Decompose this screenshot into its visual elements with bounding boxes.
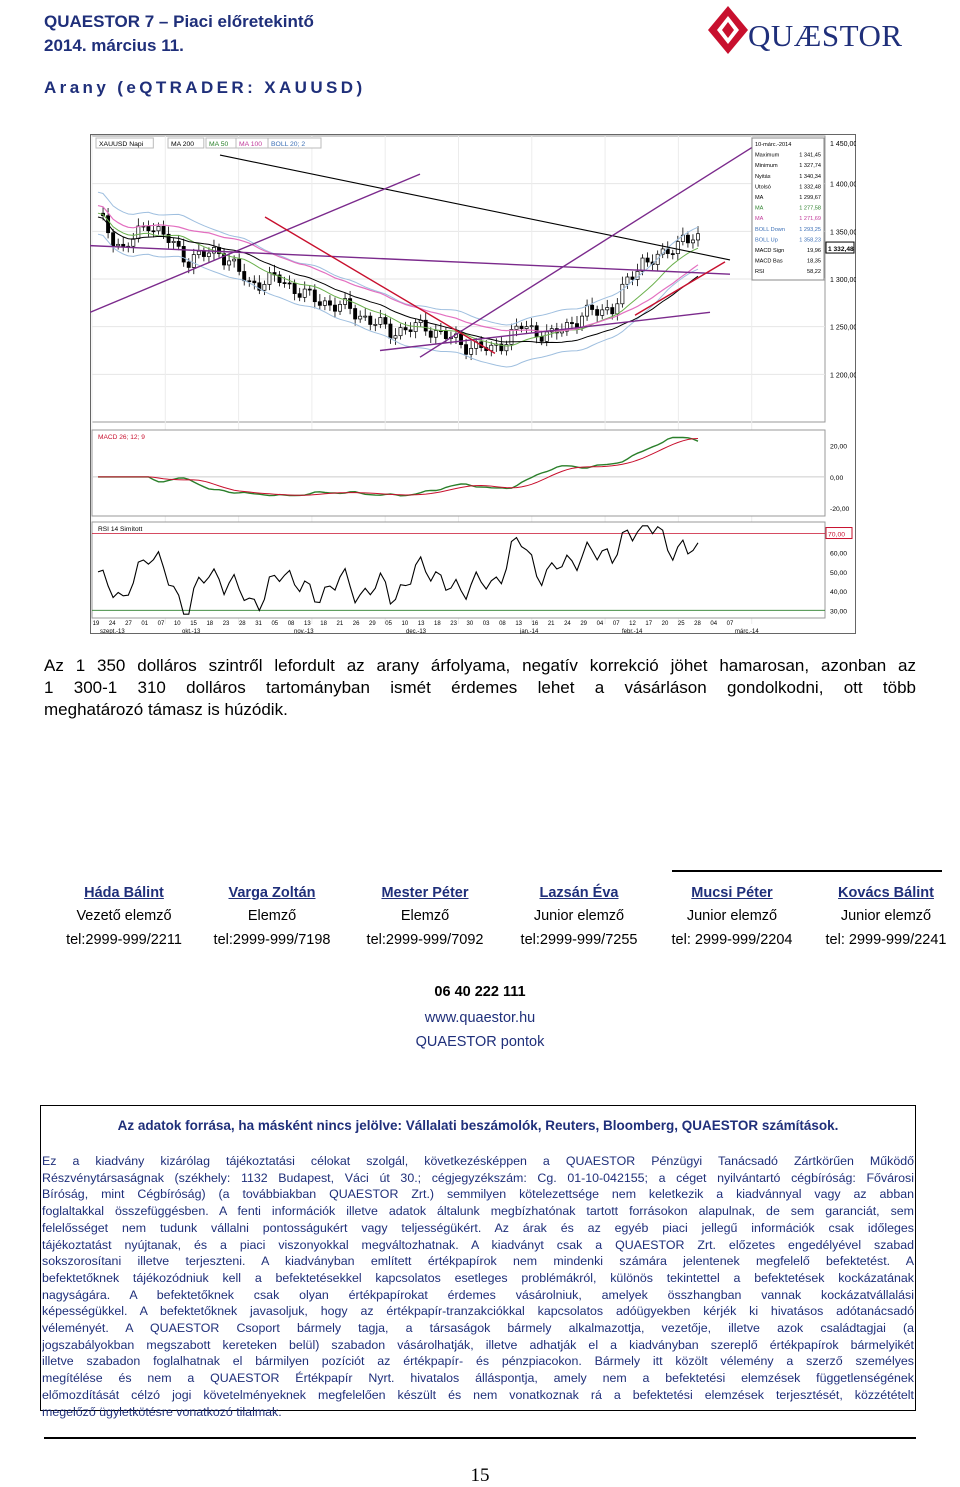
paragraph-line: meghatározó támasz is húzódik. [44, 700, 288, 719]
candle-body [409, 330, 412, 332]
price-tick-label: 1 350,00 [830, 229, 856, 237]
candle-body [202, 251, 205, 256]
candle-body [540, 337, 543, 342]
info-box-label: Utolsó [755, 184, 771, 191]
candle-body [137, 226, 140, 239]
page-number: 15 [470, 1465, 490, 1486]
candle-body [646, 258, 649, 262]
candle-body [434, 331, 437, 338]
candle-body [686, 235, 689, 243]
date-tick-label: 01 [141, 621, 149, 627]
macd-tick-label: -20,00 [830, 506, 850, 514]
info-box-value: 1 341,45 [799, 152, 821, 159]
disclaimer-line: jogszabályokban megszabott kereteken belül) szabadon vásárolhatják, illetve adhatják el a kiadványban szereplő értékpapírok bármelyikét [42, 1337, 914, 1352]
candle-body [187, 262, 190, 267]
date-tick-label: 17 [645, 621, 653, 627]
rsi-tick-label: 60,00 [830, 550, 848, 558]
candle-body [333, 305, 336, 311]
candle-body [621, 284, 624, 303]
candle-body [313, 290, 316, 302]
disclaimer-line: véleményét. A QUAESTOR Csoport bármely tagja, a társaságok bármely alkalmazottja, vezetője, illetve azok családtagjai (a [42, 1321, 914, 1336]
candle-body [238, 259, 241, 271]
candle-body [601, 310, 604, 316]
date-tick-label: 07 [612, 621, 620, 627]
date-tick-label: 25 [677, 621, 685, 627]
info-box-value: 1 340,34 [799, 173, 821, 180]
candle-body [162, 226, 165, 234]
info-box-label: RSI [755, 269, 765, 276]
date-tick-label: 30 [466, 621, 474, 627]
analyst-card [806, 882, 960, 952]
date-tick-label: 03 [482, 621, 490, 627]
date-tick-label: 29 [580, 621, 588, 627]
analyst-card [652, 882, 812, 952]
candle-body [323, 301, 326, 306]
candle-body [641, 258, 644, 271]
date-tick-label: 13 [417, 621, 425, 627]
candle-body [182, 246, 185, 262]
header-line-1: QUAESTOR 7 – Piaci előretekintő [44, 12, 314, 31]
analyst-name[interactable]: Varga Zoltán [228, 885, 316, 901]
date-tick-label: 26 [352, 621, 360, 627]
candle-body [530, 326, 533, 327]
date-tick-label: 28 [238, 621, 246, 627]
info-box-value: 1 299,67 [799, 195, 821, 201]
date-tick-label: 16 [531, 621, 539, 627]
candle-body [379, 318, 382, 325]
rsi-tick-label: 30,00 [830, 608, 848, 616]
date-tick-label: 08 [499, 621, 506, 627]
candle-body [676, 242, 679, 254]
rsi-panel [92, 522, 825, 618]
month-label: márc.-14 [735, 629, 759, 634]
candle-body [227, 261, 230, 265]
date-tick-label: 23 [450, 621, 457, 627]
analyst-name[interactable]: Kovács Bálint [838, 885, 934, 901]
candle-body [444, 331, 447, 339]
candle-body [248, 281, 251, 282]
candle-body [177, 241, 180, 246]
candle-body [298, 294, 301, 298]
candle-body [596, 310, 599, 316]
candle-body [575, 324, 578, 328]
rsi-tick-label: 70,00 [828, 531, 846, 539]
info-box-value: 1 271,69 [799, 216, 821, 223]
candle-body [364, 316, 367, 317]
candle-body [591, 305, 594, 309]
candle-body [268, 273, 271, 285]
candle-body [233, 259, 236, 261]
legend-label: BOLL 20; 2 [271, 141, 306, 148]
disclaimer-line: nagyságára. A befektetőknek csak olyan értékpapírokat érdemes vásárolniuk, amelyek összhangban vannak kockázatvállalási [42, 1287, 914, 1302]
info-box-value: 1 293,25 [799, 226, 821, 233]
price-tick-label: 1 400,00 [830, 181, 856, 189]
info-box-value: 1 277,58 [799, 205, 821, 212]
candle-body [338, 304, 341, 311]
info-box-label: BOLL Up [755, 237, 778, 244]
analyst-name[interactable]: Mester Péter [381, 885, 469, 901]
candle-body [117, 244, 120, 245]
candle-body [671, 254, 674, 255]
candle-body [354, 309, 357, 319]
paragraph-line: 1 300-1 310 dolláros tartományban ismét érdemes lehet a vásárláson gondolkodni, ott több [44, 678, 916, 697]
analyst-name[interactable]: Lazsán Éva [539, 885, 619, 901]
legend-label: XAUUSD Napi [99, 141, 144, 148]
candle-body [303, 289, 306, 297]
date-tick-label: 27 [125, 621, 132, 627]
disclaimer-line: sokszorosítani illetve terjeszteni. A kiadványban említett értékpapírok nem mindenki számára jelentenek megfelelő befektetést. A [42, 1254, 914, 1269]
month-label: febr.-14 [622, 629, 643, 634]
data-source-note: Az adatok forrása, ha másként nincs jelölve: Vállalati beszámolók, Reuters, Bloomberg, QUAESTOR számítások. [117, 1118, 839, 1133]
date-tick-label: 31 [255, 621, 262, 627]
candle-body [243, 271, 246, 280]
candle-body [197, 251, 200, 254]
candle-body [359, 316, 362, 319]
info-box-label: Nyitás [755, 173, 771, 180]
logo-emblem-icon [706, 4, 750, 60]
date-tick-label: 07 [157, 621, 165, 627]
candle-body [283, 283, 286, 284]
analyst-phone: tel:2999-999/7255 [520, 932, 638, 948]
candle-body [263, 284, 266, 290]
date-tick-label: 04 [596, 621, 604, 627]
candle-body [631, 277, 634, 279]
candle-body [515, 326, 518, 329]
candle-body [147, 226, 150, 231]
header-line-2: 2014. március 11. [44, 36, 184, 55]
candle-body [132, 239, 135, 247]
rsi-tick-label: 40,00 [830, 589, 848, 597]
candle-body [580, 316, 583, 327]
analyst-card [345, 882, 505, 952]
disclaimer-line: megelőző ügyletkötésre vonatkozó tilalmak. [42, 1404, 282, 1419]
candle-body [691, 240, 694, 243]
page-title: Arany (eQTRADER: XAUUSD) [44, 78, 366, 97]
candle-body [374, 324, 377, 325]
disclaimer-line: illetve szabadon foglalhatnak el bármilyen pozíciót az értékpapír- és pénzpiacokon. Bármely itt közölt vélemény a szerző személyes [42, 1354, 914, 1369]
price-chart [90, 134, 856, 634]
date-tick-label: 21 [336, 621, 344, 627]
analyst-phone: tel:2999-999/2211 [66, 932, 182, 948]
price-tick-label: 1 450,00 [830, 141, 856, 148]
date-tick-label: 15 [190, 621, 197, 627]
analyst-role: Junior elemző [840, 908, 932, 924]
candle-body [318, 302, 321, 306]
rsi-tick-label: 50,00 [830, 569, 848, 577]
candle-body [611, 308, 614, 314]
disclaimer-line: Ez a kiadvány kizárólag tájékoztatási célokat szolgál, következésképpen a QUAESTOR Pénzügyi Tanácsadó Zártkörűen Működő [42, 1154, 914, 1168]
candle-body [308, 289, 311, 290]
analyst-card [44, 882, 204, 952]
date-tick-label: 21 [547, 621, 555, 627]
divider [672, 870, 942, 872]
candle-body [394, 336, 397, 338]
legend-label: MA 200 [171, 141, 195, 148]
analyst-card [499, 882, 659, 952]
candle-body [404, 328, 407, 330]
disclaimer-line: felelősséget nem tudunk vállalni pontosságukért vagy teljességükért. Az árak és az egyéb piaci jellegű információk csak időleges [42, 1220, 914, 1235]
last-price-label: 1 332,48 [828, 246, 854, 254]
candle-body [288, 283, 291, 284]
date-tick-label: 24 [108, 621, 116, 627]
disclaimer-line: tájékoztatást nyújtanak, és a piaci viszonyokkal megváltozhatnak. A kiadványt csak a QUAESTOR Zrt. előzetes engedélyével szabad [42, 1237, 914, 1252]
analyst-phone: tel: 2999-999/2241 [825, 932, 947, 948]
date-tick-label: 07 [726, 621, 734, 627]
candle-body [606, 308, 609, 310]
contact-phone: 06 40 222 111 [434, 984, 526, 1000]
info-box-value: 18,35 [807, 258, 821, 265]
date-tick-label: 13 [303, 621, 311, 627]
date-tick-label: 08 [287, 621, 295, 627]
info-box-label: MA [755, 195, 764, 201]
candle-body [459, 334, 462, 345]
info-box-value: 58,22 [807, 269, 821, 276]
candle-body [369, 316, 372, 324]
disclaimer-line: befektetőknek tájékozódniuk kell a befektetésekkel kapcsolatos esetleges problémákról, különös tekintettel a befektetések kockázatának [42, 1270, 914, 1285]
analyst-role: Junior elemző [533, 908, 625, 924]
info-box-label: Maximum [755, 152, 780, 159]
macd-tick-label: 20,00 [830, 443, 848, 451]
website-link[interactable]: www.quaestor.hu [424, 1010, 536, 1026]
candle-body [414, 323, 417, 332]
date-tick-label: 10 [173, 621, 181, 627]
month-label: dec.-13 [406, 629, 427, 634]
candle-body [112, 233, 115, 246]
candle-body [696, 234, 699, 240]
info-box-label: MACD Bas [755, 258, 783, 265]
quaestor-points-link[interactable]: QUAESTOR pontok [415, 1034, 545, 1050]
analyst-card [192, 882, 352, 952]
analyst-phone: tel:2999-999/7092 [366, 932, 484, 948]
candle-body [464, 345, 467, 355]
analyst-role: Elemző [400, 908, 450, 924]
logo-wordmark: QUÆSTOR [748, 18, 903, 53]
date-tick-label: 19 [92, 621, 100, 627]
footer-rule [44, 1437, 916, 1439]
date-tick-label: 23 [222, 621, 230, 627]
candle-body [570, 322, 573, 323]
date-tick-label: 18 [434, 621, 441, 627]
paragraph-line: Az 1 350 dolláros szintről lefordult az arany árfolyama, negatív korrekció jöhet hamarosan, azonban az [44, 656, 916, 675]
price-tick-label: 1 300,00 [830, 277, 856, 284]
date-tick-label: 12 [629, 621, 636, 627]
analyst-role: Junior elemző [686, 908, 778, 924]
info-box-value: 19,96 [807, 248, 821, 254]
legend-label: MA 100 [239, 141, 263, 148]
month-label: jan.-14 [520, 629, 539, 634]
analyst-role: Elemző [247, 908, 297, 924]
date-tick-label: 18 [320, 621, 327, 627]
month-label: nov.-13 [294, 629, 314, 634]
quaestor-logo [706, 4, 906, 60]
info-box-label: MA [755, 205, 764, 212]
disclaimer-line: előmozdítását célzó jogi követelményeknek megfelelően készült és nem vonatkoznak rá a befektetési elemzések terjesztését, közzétételt [42, 1387, 914, 1402]
candle-body [172, 241, 175, 242]
month-label: szept.-13 [100, 629, 125, 634]
candle-body [207, 253, 210, 257]
date-tick-label: 05 [271, 621, 279, 627]
candle-body [525, 327, 528, 329]
info-box-label: Minimum [755, 163, 778, 170]
candle-body [389, 324, 392, 338]
disclaimer-line: Részvénytársaságnak (székhely: 1132 Budapest, Váci út 30.; cégjegyzékszám: Cg. 01-10-042155; a céget nyilvántartó cégbíróság: Fővárosi [42, 1170, 914, 1185]
macd-label: MACD 26; 12; 9 [98, 434, 145, 441]
analyst-role: Vezető elemző [76, 908, 172, 924]
disclaimer-line: megítélése és nem a QUAESTOR Értékpapír Nyrt. hivatalos álláspontja, amely nem a befektetési elemzések függetlenségének [42, 1371, 914, 1386]
disclaimer-line: képességükkel. A befektetőknek javasoljuk, hogy az értékpapír-tranzakciókkal kapcsolatos adóügyekben kérjék ki hivatásos adótanácsadó [42, 1304, 914, 1319]
candle-body [520, 326, 523, 328]
date-tick-label: 10 [401, 621, 409, 627]
analysis-paragraph [44, 655, 916, 721]
info-box-value: 1 332,48 [799, 184, 821, 191]
candle-body [152, 231, 155, 232]
candle-body [399, 328, 402, 336]
date-tick-label: 20 [661, 621, 669, 627]
date-tick-label: 13 [515, 621, 523, 627]
price-tick-label: 1 250,00 [830, 324, 856, 332]
price-tick-label: 1 200,00 [830, 372, 856, 380]
date-tick-label: 04 [710, 621, 718, 627]
analyst-phone: tel: 2999-999/2204 [671, 932, 793, 948]
rsi-label: RSI 14 Simított [98, 526, 143, 533]
candle-body [626, 277, 629, 284]
candle-body [192, 255, 195, 268]
candle-body [293, 283, 296, 293]
month-label: okt.-13 [182, 629, 201, 634]
candle-body [328, 301, 331, 305]
date-tick-label: 18 [206, 621, 214, 627]
candle-body [470, 348, 473, 354]
candle-body [349, 299, 352, 309]
info-box-value: 1 327,74 [799, 163, 821, 170]
legend-label: MA 50 [209, 141, 229, 148]
info-box-value: 1 358,23 [799, 237, 821, 244]
candle-body [157, 226, 160, 230]
info-box-label: MACD Sign [755, 248, 785, 254]
info-box-label: 10-márc.-2014 [755, 142, 792, 148]
disclaimer-line: Bíróság, mint Cégbíróság) (a továbbiakban QUAESTOR Zrt.) semmilyen kötelezettsége nem keletkezik a kiadvánnyal vagy az abban [42, 1187, 914, 1202]
candle-body [429, 331, 432, 337]
date-tick-label: 05 [385, 621, 392, 627]
date-tick-label: 29 [369, 621, 376, 627]
candle-body [545, 332, 548, 341]
price-chart-svg [90, 134, 856, 634]
info-box-label: BOLL Down [755, 226, 785, 233]
candle-body [384, 318, 387, 325]
date-tick-label: 28 [694, 621, 701, 627]
candle-body [122, 244, 125, 246]
analyst-name[interactable]: Háda Bálint [84, 885, 164, 901]
macd-panel [92, 430, 825, 516]
analyst-phone: tel:2999-999/7198 [213, 932, 331, 948]
macd-tick-label: 0,00 [830, 474, 844, 482]
candle-body [253, 281, 256, 283]
info-box-label: MA [755, 216, 764, 223]
disclaimer-line: foglaltakkal összefüggésben. A fenti információk illetve adatok általunk megbízhatónak tartott forrásokon alapulnak, de sem garanciát, sem [42, 1204, 914, 1219]
disclaimer-text [42, 1153, 914, 1420]
date-tick-label: 24 [564, 621, 571, 627]
analyst-name[interactable]: Mucsi Péter [691, 885, 773, 901]
candle-body [616, 304, 619, 314]
